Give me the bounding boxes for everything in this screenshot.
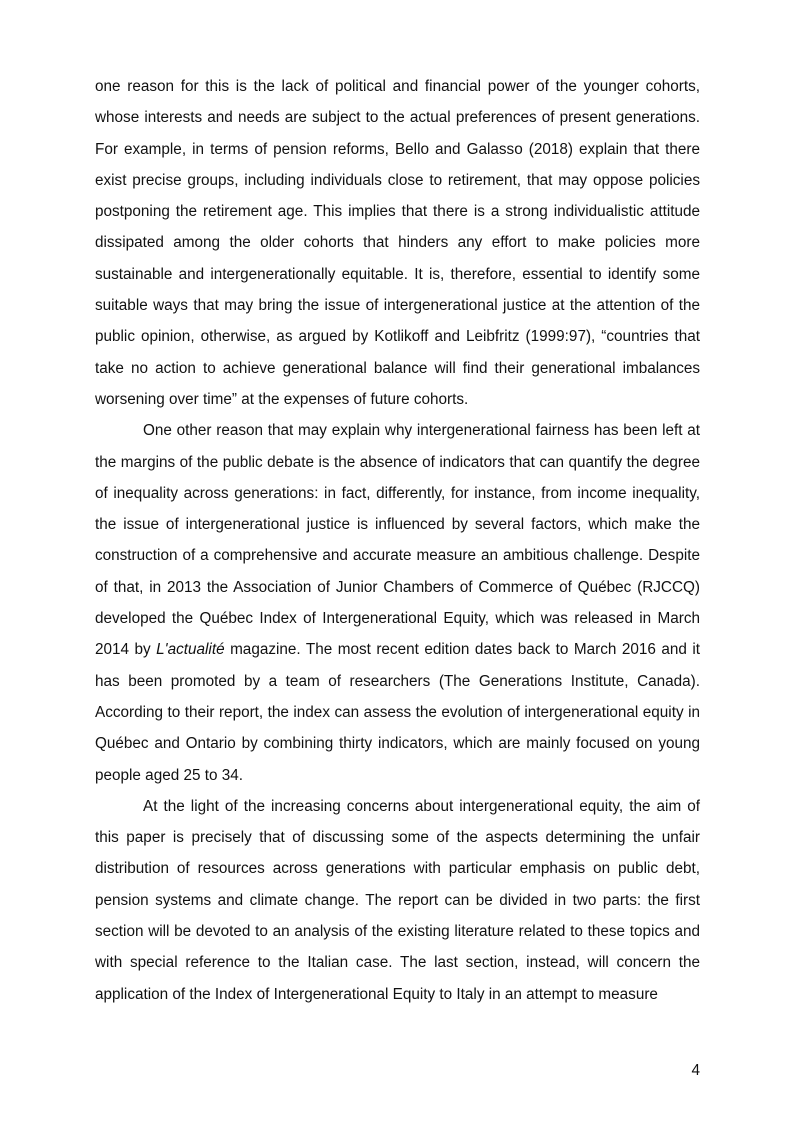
paragraph-text: One other reason that may explain why intergenerational fairness has been left at the margins of the public debate is the absence of indicators that can quantify the degree of inequality across generations: in fact, differently, for instance, from income inequality, the issue of intergenerational justice is influenced by several factors, which make the construction of a comprehensive and accurate measure an ambitious challenge. Despite of that, in 2013 the Association of Junior Chambers of Commerce of Québec (RJCCQ) developed the Québec Index of Intergenerational Equity, which was released in March 2014 by: [95, 422, 700, 659]
paragraph-aim: At the light of the increasing concerns about intergenerational equity, the aim of this paper is precisely that of discussing some of the aspects determining the unfair distribution of resources across generations with particular emphasis on public debt, pension systems and climate change. The report can be divided in two parts: the first section will be devoted to an analysis of the existing literature related to these topics and with special reference to the Italian case. The last section, instead, will concern the application of the Index of Intergenerational Equity to Italy in an attempt to measure: [95, 797, 700, 1003]
magazine-title: L'actualité: [156, 641, 225, 659]
document-body: [95, 71, 700, 1010]
page-number: 4: [691, 1062, 700, 1079]
paragraph-indicators: [95, 415, 700, 791]
paragraph-text: magazine. The most recent edition dates back to March 2016 and it has been promoted by a team of researchers (The Generations Institute, Canada). According to their report, the index can assess the evolution of intergenerational equity in Québec and Ontario by combining thirty indicators, which are mainly focused on young people aged 25 to 34.: [95, 641, 701, 784]
paragraph-continuation: one reason for this is the lack of political and financial power of the younger cohorts, whose interests and needs are subject to the actual preferences of present generations. For example, in terms of pension reforms, Bello and Galasso (2018) explain that there exist precise groups, including individuals close to retirement, that may oppose policies postponing the retirement age. This implies that there is a strong individualistic attitude dissipated among the older cohorts that hinders any effort to make policies more sustainable and intergenerationally equitable. It is, therefore, essential to identify some suitable ways that may bring the issue of intergenerational justice at the attention of the public opinion, otherwise, as argued by Kotlikoff and Leibfritz (1999:97), “countries that take no action to achieve generational balance will find their generational imbalances worsening over time” at the expenses of future cohorts.: [95, 78, 700, 408]
